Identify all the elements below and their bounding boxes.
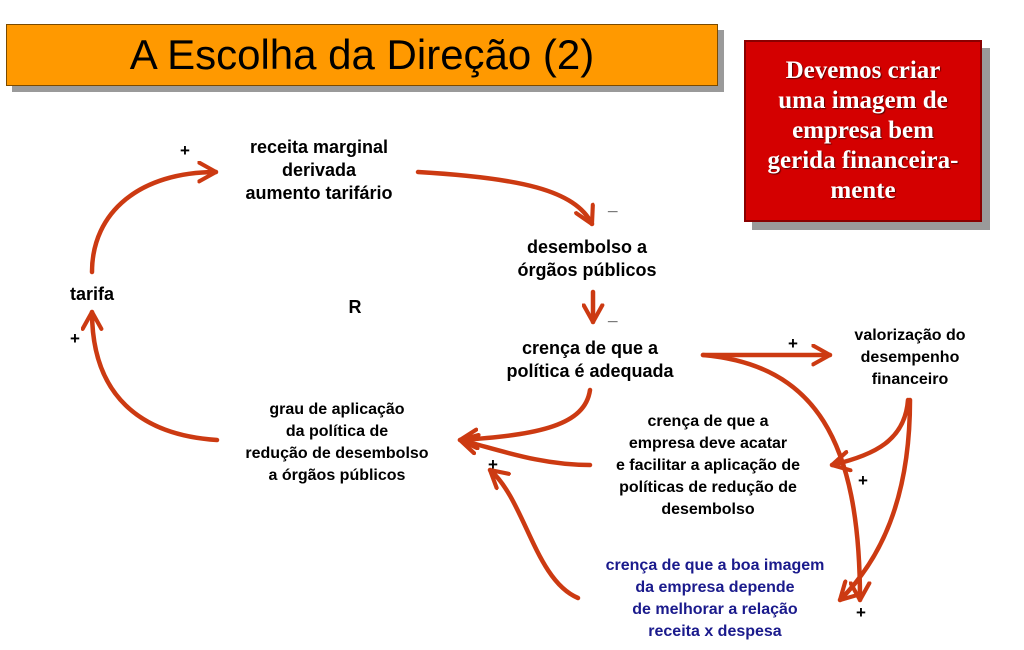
arrow-crenca-to-grau	[460, 390, 590, 440]
sign-plus-receita: +	[180, 141, 190, 160]
node-tarifa: tarifa	[69, 284, 114, 304]
node-grau-aplicacao: grau de aplicação da política de redução de desembolso a órgãos públicos	[245, 401, 429, 484]
arrow-receita-to-desembolso	[418, 172, 592, 224]
sign-minus-desembolso: _	[608, 195, 618, 214]
sign-plus-valorizacao: +	[788, 334, 798, 353]
sign-plus-empresa: +	[858, 471, 868, 490]
arrow-imagem-to-grau	[490, 470, 578, 598]
sign-plus-grau: +	[488, 455, 498, 474]
sign-plus-imagem: +	[856, 603, 866, 622]
node-receita-marginal: receita marginal derivada aumento tarifário	[245, 137, 393, 203]
node-crenca-politica: crença de que a política é adequada	[506, 338, 674, 381]
arrow-valorizacao-to-empresa	[832, 400, 908, 465]
arrow-tarifa-to-receita	[92, 172, 216, 272]
page-title: A Escolha da Direção (2)	[129, 31, 595, 78]
node-valorizacao: valorização do desempenho financeiro	[854, 327, 966, 388]
sign-plus-tarifa: +	[70, 329, 80, 348]
sign-minus-crenca: _	[608, 305, 618, 324]
arrow-grau-to-tarifa	[92, 312, 217, 440]
loop-label: R	[348, 297, 362, 317]
node-crenca-imagem: crença de que a boa imagem da empresa depende de melhorar a relação receita x despesa	[605, 557, 825, 640]
note-text: Devemos criar uma imagem de empresa bem gerida financeira- mente	[767, 57, 959, 204]
node-crenca-empresa: crença de que a empresa deve acatar e facilitar a aplicação de políticas de redução de desembolso	[615, 413, 801, 518]
node-desembolso: desembolso a órgãos públicos	[517, 237, 657, 280]
arrow-empresa-to-grau	[460, 440, 590, 465]
